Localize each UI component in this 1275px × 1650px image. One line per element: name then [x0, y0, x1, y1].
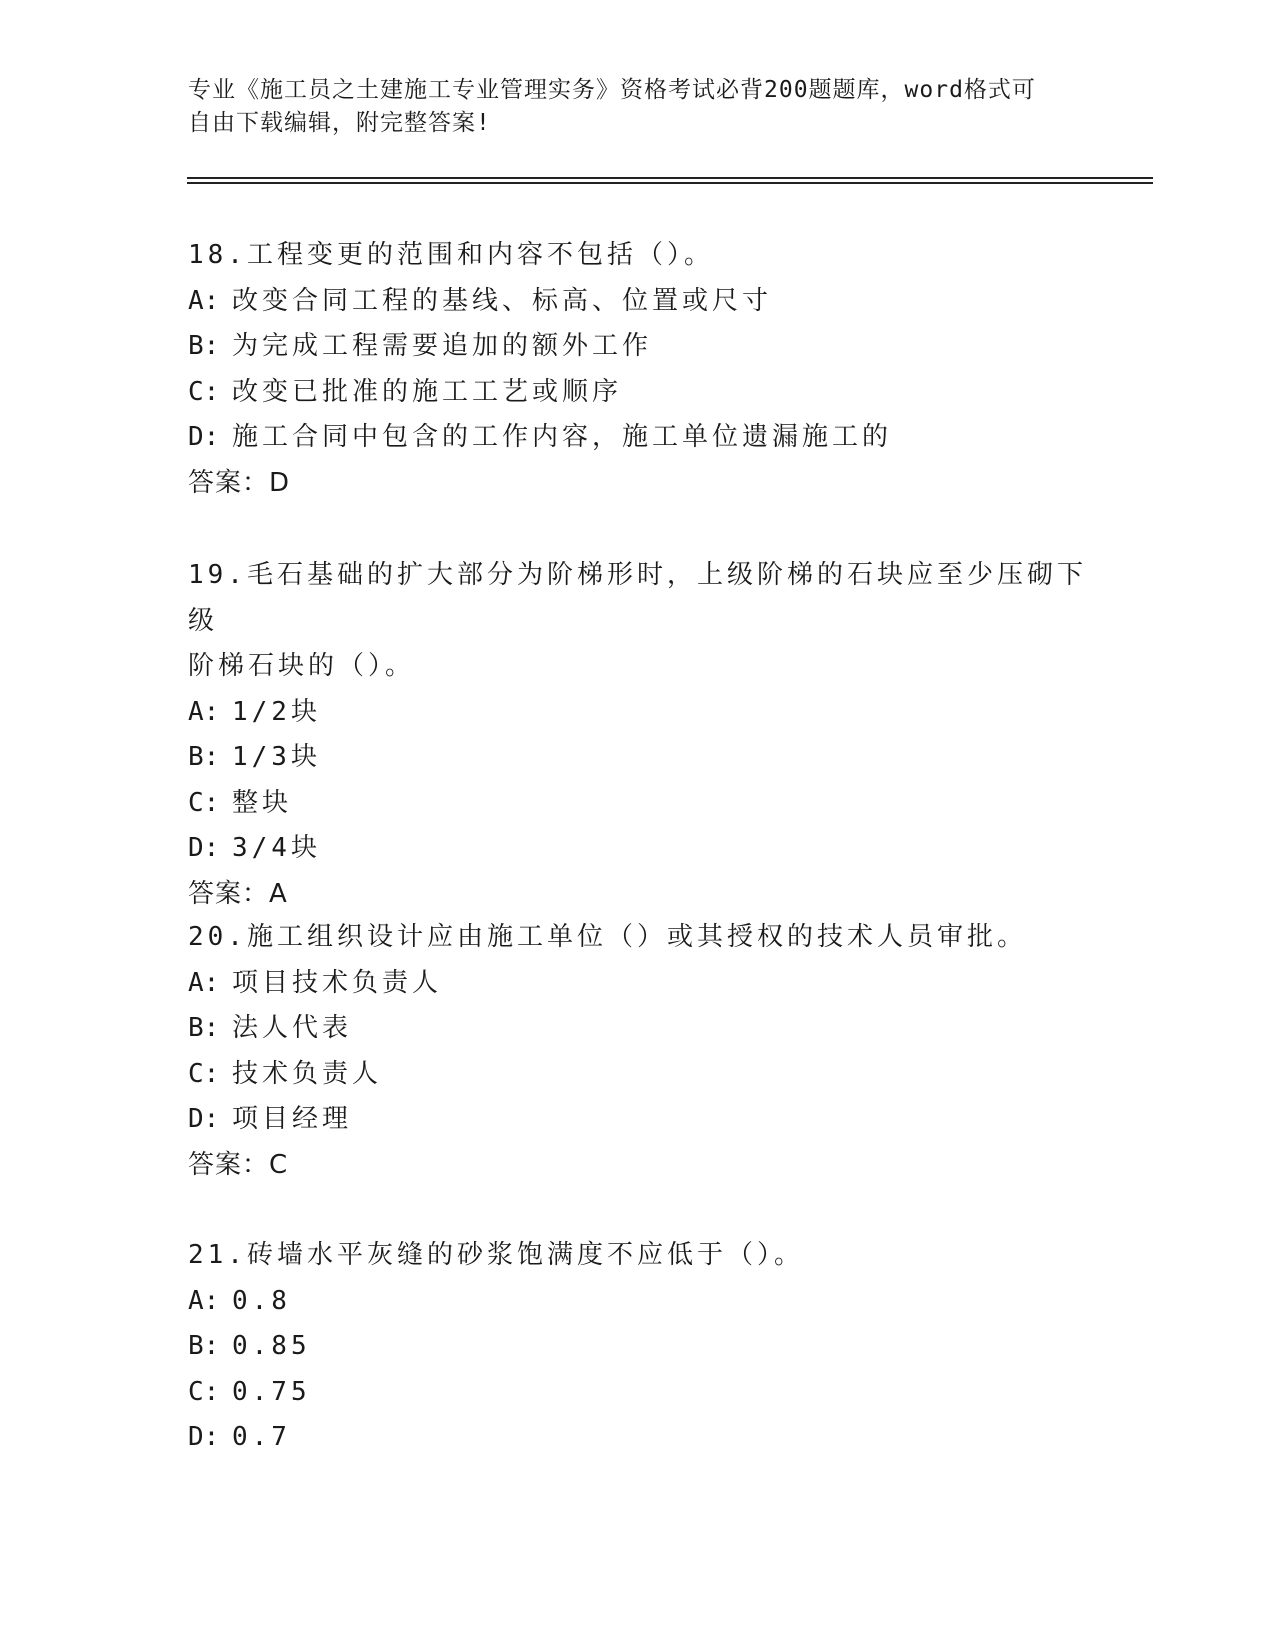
option-a	[188, 690, 1088, 736]
option-text: 施工合同中包含的工作内容，施工单位遗漏施工的	[232, 422, 893, 452]
option-text: 项目经理	[232, 1104, 353, 1134]
option-b	[188, 1324, 1088, 1370]
option-text: 技术负责人	[232, 1058, 383, 1089]
answer-line: 答案：C	[188, 1149, 289, 1180]
question-18	[188, 233, 1088, 506]
option-a	[188, 1279, 1088, 1325]
stem-line: 21.砖墙水平灰缝的砂浆饱满度不应低于（）。	[188, 1240, 804, 1270]
option-key: A:	[188, 1285, 220, 1316]
option-key: B:	[188, 331, 220, 361]
question-stem	[188, 915, 1088, 961]
option-text: 0.75	[232, 1376, 311, 1407]
option-text: 1/2块	[232, 696, 321, 727]
document-header	[188, 74, 1068, 140]
option-key: B:	[188, 742, 220, 772]
option-text: 改变合同工程的基线、标高、位置或尺寸	[232, 285, 773, 316]
option-text: 项目技术负责人	[232, 967, 443, 998]
option-key: C:	[188, 376, 220, 407]
option-text: 3/4块	[232, 833, 321, 863]
option-key: D:	[188, 833, 220, 863]
option-c	[188, 1370, 1088, 1416]
option-key: A:	[188, 696, 220, 727]
option-d	[188, 415, 1088, 461]
option-a	[188, 279, 1088, 325]
option-d	[188, 1415, 1088, 1461]
stem-line: 20.施工组织设计应由施工单位（）或其授权的技术人员审批。	[188, 922, 1027, 952]
option-b	[188, 735, 1088, 781]
option-key: B:	[188, 1013, 220, 1043]
option-c	[188, 1052, 1088, 1098]
question-stem	[188, 233, 1088, 279]
stem-line: 19.毛石基础的扩大部分为阶梯形时，上级阶梯的石块应至少压砌下级	[188, 560, 1087, 636]
answer-line: 答案：A	[188, 878, 288, 909]
option-text: 0.7	[232, 1422, 291, 1452]
option-text: 法人代表	[232, 1013, 353, 1043]
option-key: C:	[188, 1058, 220, 1089]
question-21	[188, 1233, 1088, 1461]
answer-line: 答案：D	[188, 467, 291, 498]
question-20	[188, 915, 1088, 1188]
question-19	[188, 553, 1088, 917]
question-stem	[188, 553, 1088, 690]
option-key: D:	[188, 422, 220, 452]
header-divider-top	[187, 177, 1153, 179]
option-text: 整块	[232, 787, 293, 818]
header-line-1: 专业《施工员之土建施工专业管理实务》资格考试必背200题题库，word格式可	[188, 77, 1036, 103]
stem-line: 18.工程变更的范围和内容不包括（）。	[188, 240, 714, 270]
question-stem	[188, 1233, 1088, 1279]
header-line-2: 自由下载编辑，附完整答案!	[188, 110, 491, 136]
option-key: D:	[188, 1422, 220, 1452]
option-b	[188, 324, 1088, 370]
option-c	[188, 370, 1088, 416]
option-key: D:	[188, 1104, 220, 1134]
option-d	[188, 1097, 1088, 1143]
option-key: A:	[188, 967, 220, 998]
option-text: 为完成工程需要追加的额外工作	[232, 331, 653, 361]
option-key: C:	[188, 787, 220, 818]
option-key: A:	[188, 285, 220, 316]
option-key: B:	[188, 1331, 220, 1361]
header-divider-bottom	[187, 182, 1153, 184]
option-key: C:	[188, 1376, 220, 1407]
option-text: 1/3块	[232, 742, 321, 772]
option-text: 改变已批准的施工工艺或顺序	[232, 376, 623, 407]
option-text: 0.8	[232, 1285, 291, 1316]
option-a	[188, 961, 1088, 1007]
option-d	[188, 826, 1088, 872]
option-c	[188, 781, 1088, 827]
stem-line: 阶梯石块的（）。	[188, 651, 416, 681]
option-b	[188, 1006, 1088, 1052]
option-text: 0.85	[232, 1331, 311, 1361]
